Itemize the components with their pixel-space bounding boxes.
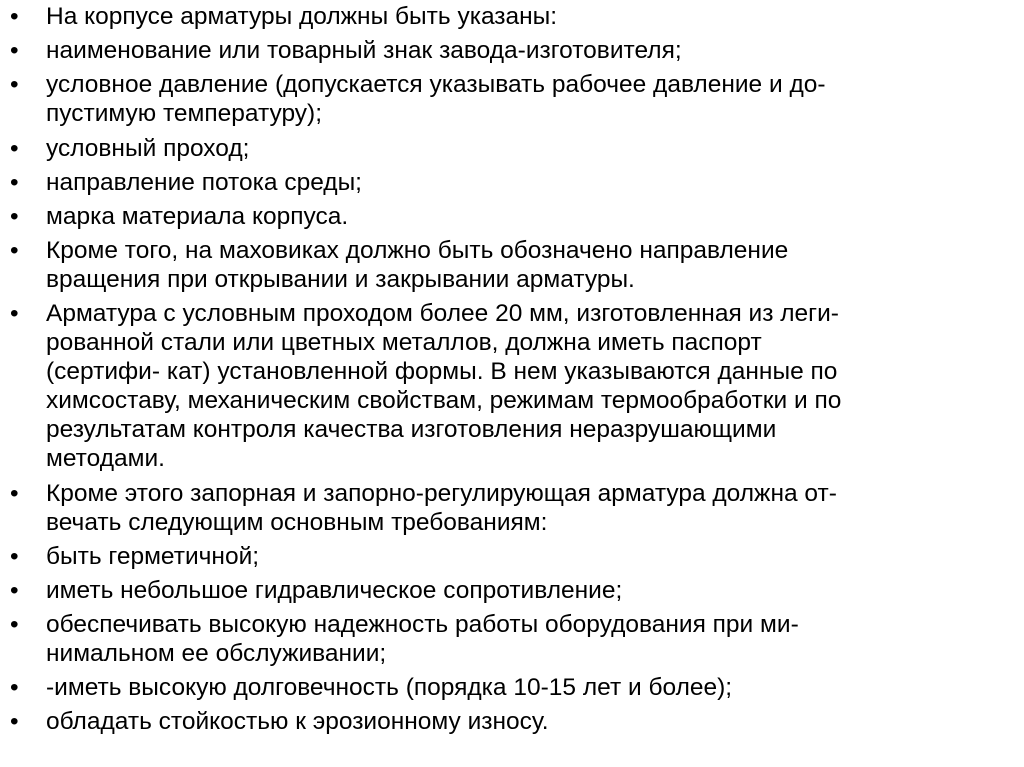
bullet-icon: •: [10, 674, 19, 702]
list-item-text: направление потока среды;: [46, 168, 362, 196]
list-item: [10, 236, 1010, 294]
bullet-icon: •: [10, 300, 19, 328]
list-item: [10, 479, 1010, 537]
bullet-icon: •: [10, 3, 19, 30]
bullet-icon: •: [10, 576, 19, 604]
list-item: [10, 36, 1010, 65]
list-item-text: условное давление (допускается указывать рабочее давление и до- пустимую температуру);: [46, 71, 826, 128]
bullet-icon: •: [10, 71, 19, 99]
list-item: [10, 707, 1010, 736]
list-item-text: наименование или товарный знак завода-изготовителя;: [46, 37, 682, 65]
list-item-text: марка материала корпуса.: [46, 202, 349, 230]
list-item-text: -иметь высокую долговечность (порядка 10-15 лет и более);: [46, 674, 733, 702]
list-item-text: обладать стойкостью к эрозионному износу.: [46, 708, 549, 736]
bullet-icon: •: [10, 611, 19, 639]
bullet-icon: •: [10, 134, 19, 162]
list-item: [10, 70, 1010, 128]
list-item-text: На корпусе арматуры должны быть указаны:: [46, 3, 558, 30]
list-item-text: иметь небольшое гидравлическое сопротивление;: [46, 576, 623, 604]
list-item: [10, 576, 1010, 605]
list-item-text: Кроме того, на маховиках должно быть обозначено направление вращения при открывании и закрывании арматуры.: [46, 237, 789, 294]
bullet-icon: •: [10, 168, 19, 196]
list-item: [10, 610, 1010, 668]
list-item: [10, 673, 1010, 702]
bullet-icon: •: [10, 237, 19, 265]
bullet-icon: •: [10, 202, 19, 230]
list-item: [10, 168, 1010, 197]
list-item: [10, 2, 1010, 31]
list-item-text: обеспечивать высокую надежность работы оборудования при ми- нимальном ее обслуживании;: [46, 611, 799, 668]
bullet-icon: •: [10, 479, 19, 507]
list-item-text: быть герметичной;: [46, 542, 260, 570]
bullet-icon: •: [10, 37, 19, 65]
list-item-text: Арматура с условным проходом более 20 мм, изготовленная из леги- рованной стали или цветных металлов, должна иметь паспорт (сертифи- кат) установленной формы. В нем указываются данные по химсоставу, механическим свойствам, режимам термообработки и по результатам контроля качества изготовления неразрушающими методами.: [46, 300, 842, 473]
list-item-text: условный проход;: [46, 134, 250, 162]
bullet-icon: •: [10, 708, 19, 736]
list-item: [10, 202, 1010, 231]
list-item: [10, 299, 1010, 473]
bullet-icon: •: [10, 542, 19, 570]
list-item: [10, 542, 1010, 571]
bullet-list: [10, 2, 1010, 742]
list-item-text: Кроме этого запорная и запорно-регулирующая арматура должна от- вечать следующим основным требованиям:: [46, 479, 837, 536]
list-item: [10, 134, 1010, 163]
